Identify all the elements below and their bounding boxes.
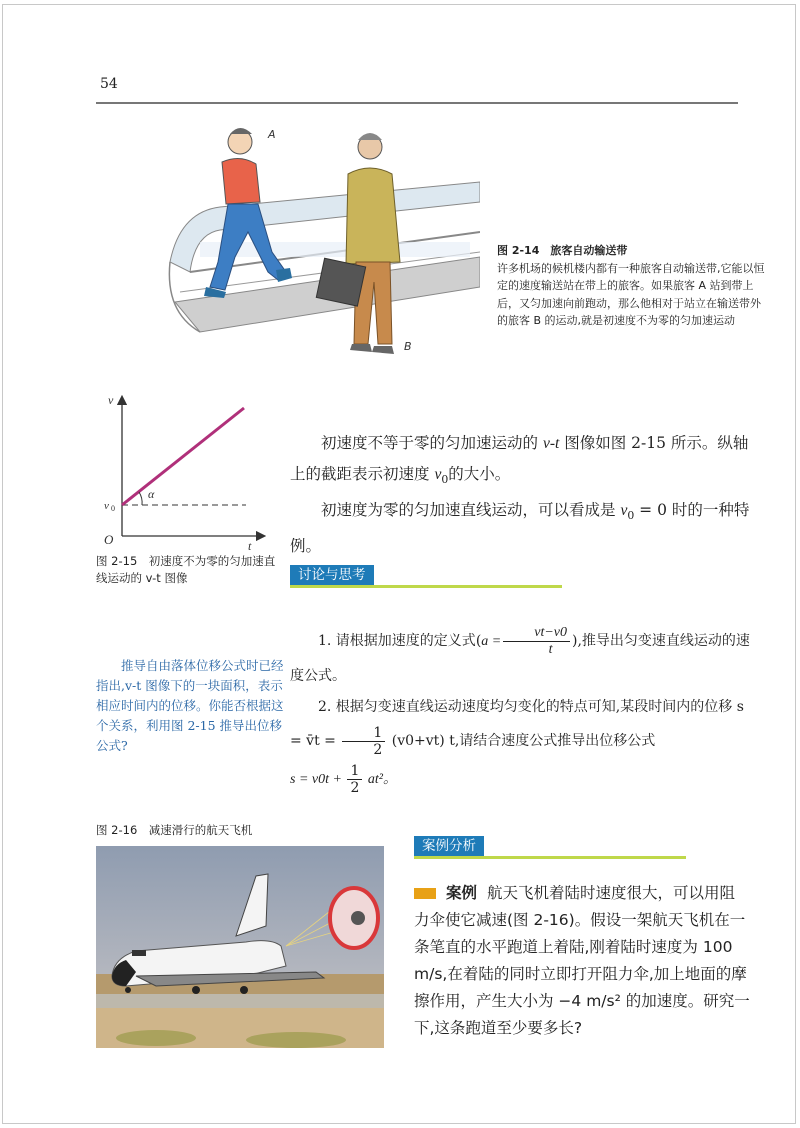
figure-2-16-caption: 图 2-16 减速滑行的航天飞机	[96, 823, 253, 837]
figure-2-16-shuttle-photo	[96, 846, 384, 1048]
angle-alpha-label: α	[148, 487, 155, 501]
discussion-question-2: 2. 根据匀变速直线运动速度均匀变化的特点可知,某段时间内的位移 s = v̄t = $\frac{1}{2}$ (v0+vt) t,请结合速度公式推导出位移公式 s = v0t + $\frac{1}{2}$ at²。	[290, 699, 744, 796]
discussion-heading-label: 讨论与思考	[290, 565, 374, 585]
page-number: 54	[100, 76, 118, 92]
case-marker-icon	[414, 888, 436, 899]
axis-t-label: t	[248, 539, 252, 552]
origin-label: O	[104, 532, 114, 547]
figure-2-14-caption	[497, 242, 767, 330]
figure-2-15-caption: 图 2-15 初速度不为零的匀加速直线运动的 v-t 图像	[96, 554, 276, 585]
case-analysis-heading-rule	[414, 856, 686, 859]
case-analysis-text	[414, 880, 750, 1042]
discussion-heading	[290, 565, 562, 587]
discussion-question-1: 1. 请根据加速度的定义式(a = $\frac{vt-v0}{t}$ ),推导出匀变速直线运动的速度公式。	[290, 624, 750, 684]
side-note: 推导自由落体位移公式时已经指出,v-t 图像下的一块面积，表示相应时间内的位移。你能否根据这个关系，利用图 2-15 推导出位移公式?	[96, 658, 284, 753]
case-analysis-heading	[414, 836, 686, 858]
v0-label: v	[104, 500, 109, 512]
case-body: 航天飞机着陆时速度很大，可以用阻力伞使它减速(图 2-16)。假设一架航天飞机在一条笔直的水平跑道上着陆,刚着陆时速度为 100 m/s,在着陆的同时立即打开阻力伞,加上地面的摩擦作用，产生大小为 −4 m/s² 的加速度。研究一下,这条跑道至少要多长?	[414, 884, 750, 1037]
label-b: B	[404, 340, 412, 353]
case-analysis-heading-label: 案例分析	[414, 836, 484, 856]
figure-2-14-caption-body: 许多机场的候机楼内都有一种旅客自动输送带,它能以恒定的速度输送站在带上的旅客。如果旅客 A 站到带上后，又匀加速向前跑动，那么他相对于站立在输送带外的旅客 B 的运动,就是初速度不为零的匀加速运动	[497, 261, 765, 327]
figure-2-15-vt-graph	[96, 392, 276, 552]
figure-2-14-illustration	[160, 112, 480, 370]
v0-subscript: 0	[111, 504, 115, 513]
figure-2-14-caption-title: 图 2-14 旅客自动输送带	[497, 244, 628, 257]
paragraph-vt-intercept: 初速度不等于零的匀加速运动的 v-t 图像如图 2-15 所示。纵轴上的截距表示初速度 $v_0$的大小。 初速度为零的匀加速直线运动，可以看成是 $v_0 = 0$ 时的一种特例。	[290, 428, 750, 561]
paragraph-special-case: 初速度为零的匀加速直线运动，可以看成是 $v_0 = 0$ 时的一种特例。	[290, 501, 750, 556]
axis-v-label: v	[108, 393, 114, 407]
case-label: 案例	[446, 884, 478, 902]
discussion-heading-rule	[290, 585, 562, 588]
header-rule	[96, 102, 738, 104]
label-a: A	[268, 128, 276, 141]
